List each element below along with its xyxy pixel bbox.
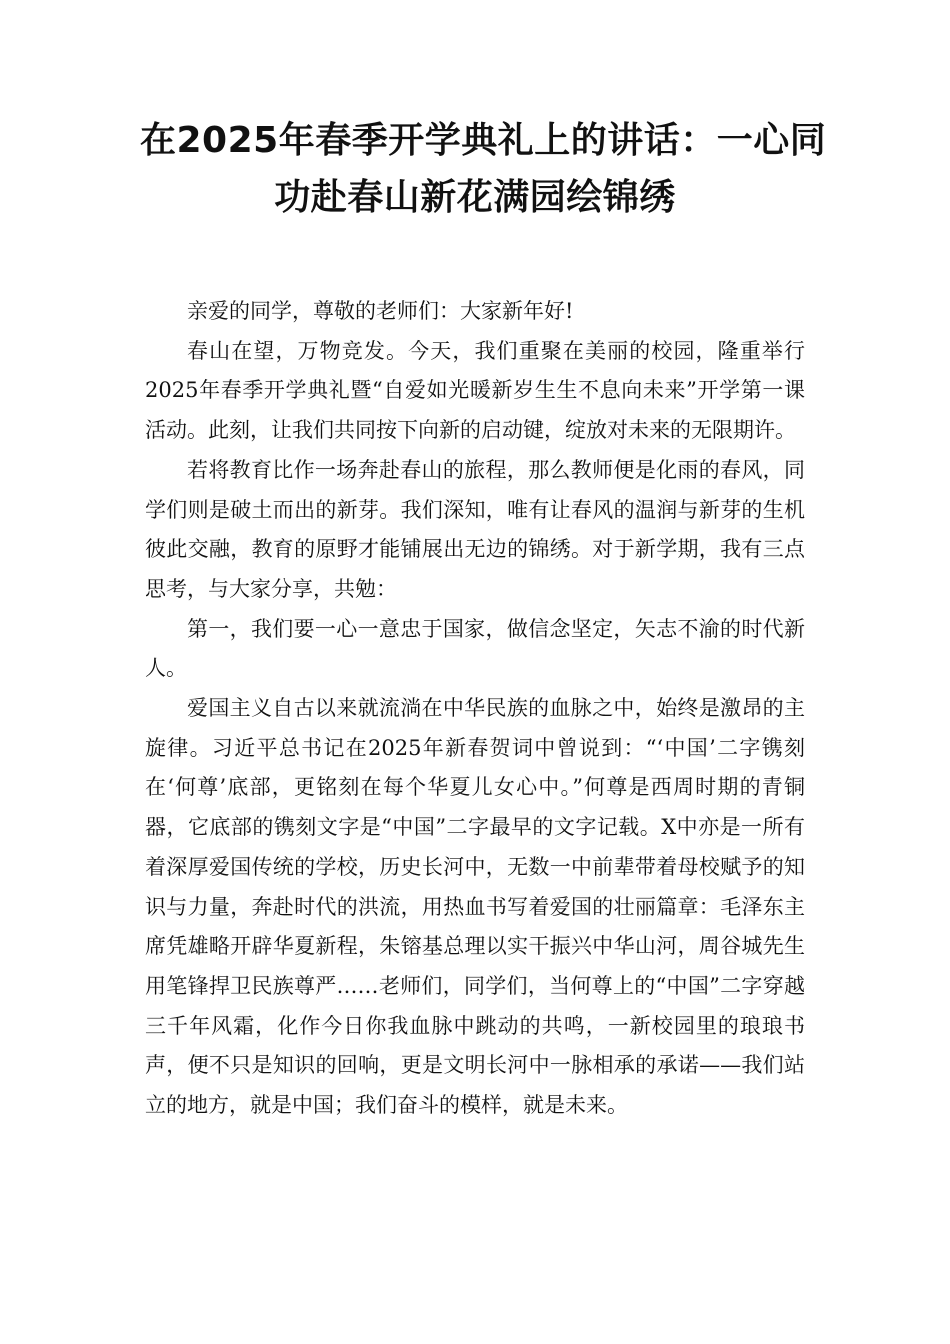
paragraph-patriotism: 爱国主义自古以来就流淌在中华民族的血脉之中，始终是激昂的主旋律。习近平总书记在2025年新春贺词中曾说到：“‘中国’二字镌刻在‘何尊’底部，更铭刻在每个华夏儿女心中。”何尊是西周时期的青铜器，它底部的镌刻文字是“中国”二字最早的文字记载。X中亦是一所有着深厚爱国传统的学校，历史长河中，无数一中前辈带着母校赋予的知识与力量，奔赴时代的洪流，用热血书写着爱国的壮丽篇章：毛泽东主席凭雄略开辟华夏新程，朱镕基总理以实干振兴中华山河，周谷城先生用笔锋捍卫民族尊严……老师们，同学们，当何尊上的“中国”二字穿越三千年风霜，化作今日你我血脉中跳动的共鸣，一新校园里的琅琅书声，便不只是知识的回响，更是文明长河中一脉相承的承诺——我们站立的地方，就是中国；我们奋斗的模样，就是未来。 [145, 696, 805, 1118]
paragraph-first-point: 第一，我们要一心一意忠于国家，做信念坚定，矢志不渝的时代新人。 [145, 616, 805, 681]
paragraph-opening: 春山在望，万物竞发。今天，我们重聚在美丽的校园，隆重举行2025年春季开学典礼暨“自爱如光暖新岁生生不息向未来”开学第一课活动。此刻，让我们共同按下向新的启动键，绽放对未来的无限期许。 [145, 338, 805, 443]
title-line-2: 功赴春山新花满园绘锦绣 [274, 177, 676, 218]
document-title [140, 112, 827, 226]
title-line-1: 在2025年春季开学典礼上的讲话：一心同 [140, 120, 827, 161]
document-body [145, 292, 805, 1126]
paragraph-education-metaphor: 若将教育比作一场奔赴春山的旅程，那么教师便是化雨的春风，同学们则是破土而出的新芽。我们深知，唯有让春风的温润与新芽的生机彼此交融，教育的原野才能铺展出无边的锦绣。对于新学期，我有三点思考，与大家分享，共勉： [145, 457, 805, 601]
paragraph-greeting: 亲爱的同学，尊敬的老师们：大家新年好! [187, 299, 574, 323]
